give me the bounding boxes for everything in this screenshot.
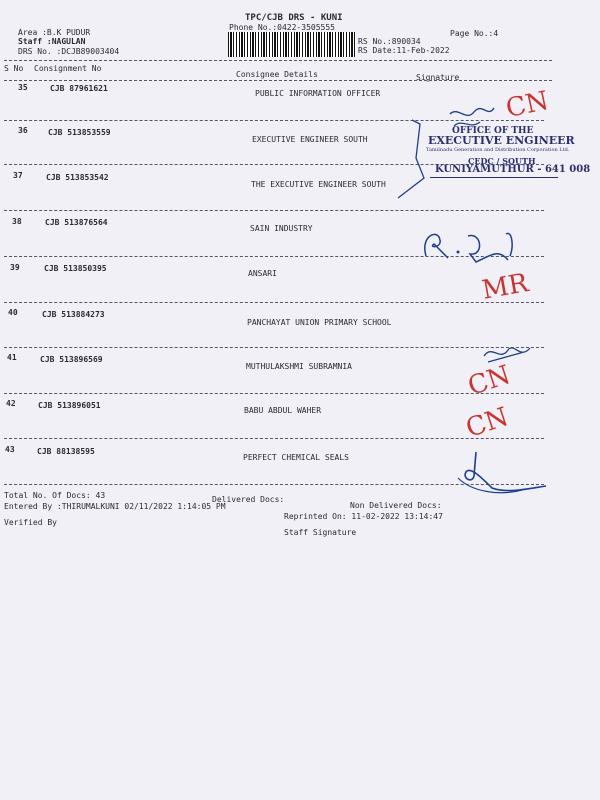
row-sno: 36 xyxy=(18,126,28,135)
row-consignee: SAIN INDUSTRY xyxy=(250,224,313,233)
row-consignee: EXECUTIVE ENGINEER SOUTH xyxy=(252,135,368,144)
signature-38 xyxy=(418,226,528,266)
col-header-consignee: Consignee Details xyxy=(236,70,318,79)
row-sno: 42 xyxy=(6,399,16,408)
header-rule-top xyxy=(4,60,552,61)
row-sno: 38 xyxy=(12,217,22,226)
col-header-signature: Signature xyxy=(416,73,460,82)
row-sno: 43 xyxy=(5,445,15,454)
row-consignment: CJB 513853559 xyxy=(48,128,111,137)
delivered-docs-label: Delivered Docs: xyxy=(212,495,285,504)
row-consignment: CJB 513896051 xyxy=(38,401,101,410)
document-title: TPC/CJB DRS - KUNI xyxy=(245,13,343,23)
row-consignment: CJB 513896569 xyxy=(40,355,103,364)
total-docs: Total No. Of Docs: 43 xyxy=(4,491,106,500)
row-divider xyxy=(4,347,544,348)
row-consignee: PERFECT CHEMICAL SEALS xyxy=(243,453,349,462)
row-consignee: PUBLIC INFORMATION OFFICER xyxy=(255,89,381,98)
signature-41 xyxy=(480,338,540,368)
row-divider xyxy=(4,393,544,394)
row-divider xyxy=(4,210,544,211)
row-consignment: CJB 88138595 xyxy=(37,447,95,456)
row-consignment: CJB 513884273 xyxy=(42,310,105,319)
handwritten-mr-40: MR xyxy=(479,268,531,306)
row-sno: 41 xyxy=(7,353,17,362)
row-consignment: CJB 513850395 xyxy=(44,264,107,273)
reprinted-on: Reprinted On: 11-02-2022 13:14:47 xyxy=(284,512,443,521)
rs-date: RS Date:11-Feb-2022 xyxy=(358,46,450,55)
non-delivered-docs-label: Non Delivered Docs: xyxy=(350,501,442,510)
row-consignment: CJB 87961621 xyxy=(50,84,108,93)
row-consignment: CJB 513853542 xyxy=(46,173,109,182)
row-consignee: MUTHULAKSHMI SUBRAMNIA xyxy=(246,362,352,371)
row-sno: 39 xyxy=(10,263,20,272)
row-sno: 37 xyxy=(13,171,23,180)
row-consignee: BABU ABDUL WAHER xyxy=(244,406,322,415)
header-rule-bottom xyxy=(4,80,552,81)
row-sno: 35 xyxy=(18,83,28,92)
page-number: Page No.:4 xyxy=(450,29,499,38)
row-divider xyxy=(4,302,544,303)
barcode xyxy=(228,32,356,57)
signature-bracket-37 xyxy=(394,118,434,202)
verified-by-label: Verified By xyxy=(4,518,57,527)
staff-label: Staff :NAGULAN xyxy=(18,37,86,46)
row-divider xyxy=(4,438,544,439)
signature-scribble-36 xyxy=(448,104,498,134)
area-label: Area :B.K PUDUR xyxy=(18,28,91,37)
col-header-sno: S No xyxy=(4,64,24,73)
row-consignment: CJB 513876564 xyxy=(45,218,108,227)
col-header-consignment: Consignment No xyxy=(34,64,102,73)
rs-number: RS No.:890034 xyxy=(358,37,421,46)
row-consignee: PANCHAYAT UNION PRIMARY SCHOOL xyxy=(247,318,392,327)
handwritten-cn-42: CN xyxy=(464,360,515,402)
handwritten-cn-36: CN xyxy=(503,85,552,125)
entered-by: Entered By :THIRUMALKUNI 02/11/2022 1:14:05 PM xyxy=(4,502,226,511)
row-consignee: THE EXECUTIVE ENGINEER SOUTH xyxy=(251,180,386,189)
signature-43 xyxy=(452,448,552,498)
handwritten-cn-43: CN xyxy=(462,402,513,444)
row-sno: 40 xyxy=(8,308,18,317)
phone-number: Phone No.:0422-3505555 xyxy=(229,23,335,32)
staff-signature-label: Staff Signature xyxy=(284,528,357,537)
row-consignee: ANSARI xyxy=(248,269,277,278)
drs-number: DRS No. :DCJB89003404 xyxy=(18,47,120,56)
